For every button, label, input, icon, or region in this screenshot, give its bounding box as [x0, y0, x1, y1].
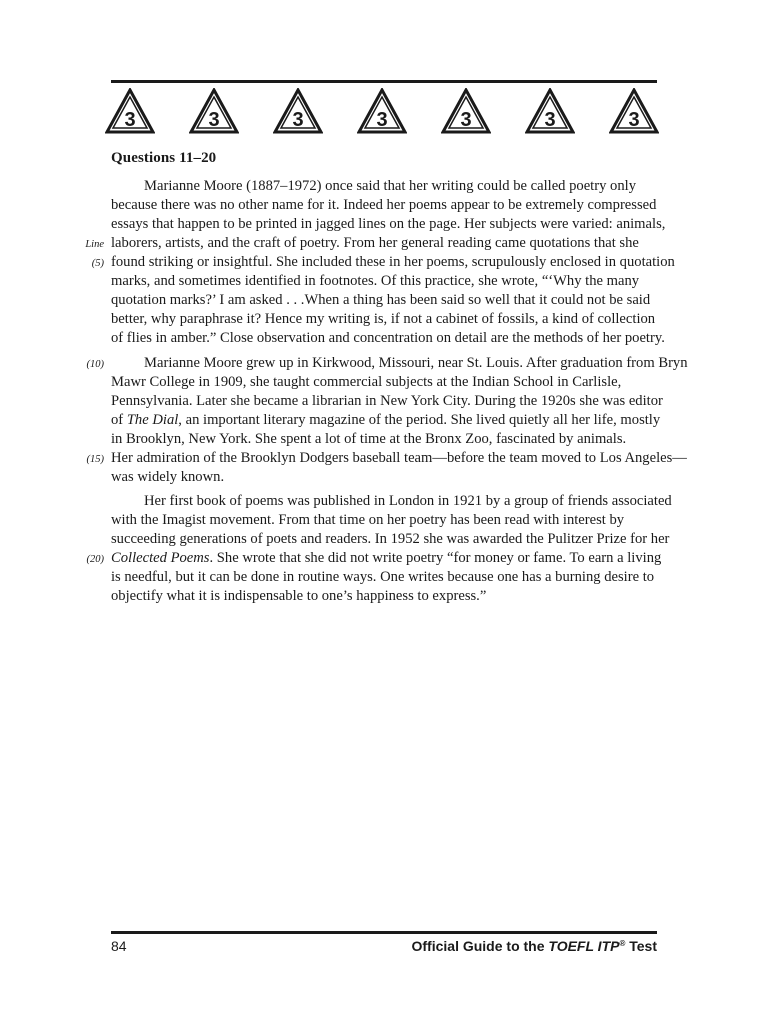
line-marker-label: Line	[85, 239, 104, 250]
svg-text:3: 3	[460, 109, 472, 131]
bottom-rule	[111, 931, 657, 934]
passage-line	[111, 411, 671, 430]
footer-title-text: Official Guide to the	[411, 938, 549, 954]
line-marker-5: (5)	[91, 258, 104, 269]
passage-line: marks, and sometimes identified in footnotes. Of this practice, she wrote, “‘Why the many	[111, 273, 640, 289]
passage-line: Marianne Moore grew up in Kirkwood, Missouri, near St. Louis. After graduation from Bryn	[144, 355, 688, 371]
passage-line: Mawr College in 1909, she taught commercial subjects at the Indian School in Carlisle,	[111, 374, 622, 390]
svg-text:3: 3	[292, 109, 304, 131]
passage-line	[111, 549, 671, 568]
book-title: Collected Poems	[111, 550, 210, 566]
magazine-title: The Dial	[126, 412, 179, 428]
page-number: 84	[111, 938, 127, 954]
passage-line: laborers, artists, and the craft of poetry. From her general reading came quotations that she	[111, 235, 639, 251]
footer-title-text: Test	[625, 938, 657, 954]
passage-line: is needful, but it can be done in routine ways. One writes because one has a burning desire to	[111, 569, 655, 585]
passage-line: essays that happen to be printed in jagged lines on the page. Her subjects were varied: animals,	[111, 216, 666, 232]
passage-line: Her first book of poems was published in London in 1921 by a group of friends associated	[144, 493, 672, 509]
passage-line: succeeding generations of poets and readers. In 1952 she was awarded the Pulitzer Prize for her	[111, 531, 670, 547]
passage-line: found striking or insightful. She included these in her poems, scrupulously enclosed in quotation	[111, 254, 675, 270]
svg-text:3: 3	[376, 109, 388, 131]
passage-line: because there was no other name for it. Indeed her poems appear to be extremely compressed	[111, 197, 657, 213]
passage-line: Her admiration of the Brooklyn Dodgers baseball team—before the team moved to Los Angeles—	[111, 450, 687, 466]
line-marker-20: (20)	[86, 554, 104, 565]
passage-line: was widely known.	[111, 469, 225, 485]
passage-line: with the Imagist movement. From that time on her poetry has been read with interest by	[111, 512, 625, 528]
footer-title-italic: TOEFL ITP	[548, 938, 620, 954]
line-marker-15: (15)	[86, 454, 104, 465]
passage-line: better, why paraphrase it? Hence my writing is, if not a cabinet of fossils, a kind of collection	[111, 311, 656, 327]
svg-text:3: 3	[628, 109, 640, 131]
passage-line: Pennsylvania. Later she became a librarian in New York City. During the 1920s she was editor	[111, 393, 663, 409]
passage-line: of flies in amber.” Close observation and concentration on detail are the methods of her poetry.	[111, 330, 665, 346]
svg-text:3: 3	[208, 109, 220, 131]
passage-line: Marianne Moore (1887–1972) once said that her writing could be called poetry only	[144, 178, 636, 194]
passage-text: . She wrote that she did not write poetry “for money or fame. To earn a living	[209, 550, 662, 566]
registered-mark: ®	[619, 939, 626, 948]
line-marker-10: (10)	[86, 359, 104, 370]
passage-line: in Brooklyn, New York. She spent a lot of time at the Bronx Zoo, fascinated by animals.	[111, 431, 627, 447]
passage-text: of	[111, 412, 127, 428]
svg-text:3: 3	[124, 109, 136, 131]
svg-text:3: 3	[544, 109, 556, 131]
questions-heading: Questions 11–20	[111, 150, 217, 166]
footer-title	[412, 938, 658, 954]
passage-line: quotation marks?’ I am asked . . .When a thing has been said so well that it could not be said	[111, 292, 651, 308]
passage-line: objectify what it is indispensable to one’s happiness to express.”	[111, 588, 487, 604]
passage-text: , an important literary magazine of the period. She lived quietly all her life, mostly	[178, 412, 661, 428]
